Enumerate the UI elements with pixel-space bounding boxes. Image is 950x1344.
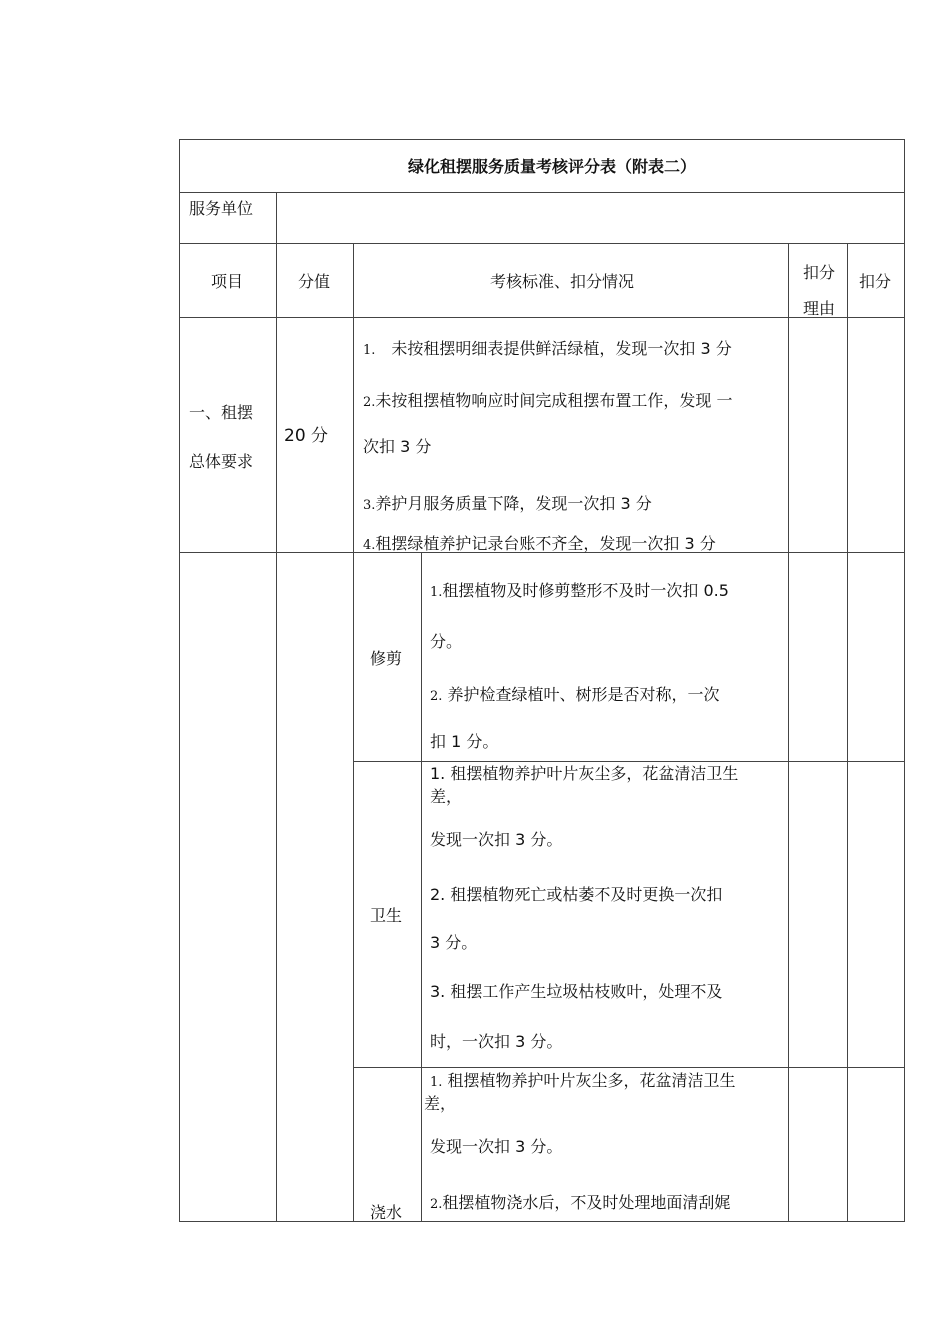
item-text: 养护月服务质量下降，发现一次扣 3 分 [375,494,652,513]
hygiene-line-4: 2. 租摆植物死亡或枯萎不及时更换一次扣 [430,885,723,904]
table-rule-vertical [421,552,422,1221]
table-rule-vertical [847,243,848,1221]
section1-label-line1: 一、租摆 [189,403,254,422]
table-border-right [904,139,905,1221]
watering-label: 浇水 [370,1203,403,1222]
item-number: 1. [430,585,443,600]
header-score: 分值 [298,272,331,291]
section1-score: 20 分 [284,426,329,446]
pruning-line-3 [430,685,720,705]
item-text: 租摆植物养护叶片灰尘多，花盆清洁卫生 [442,1071,736,1090]
item-number: 3. [363,498,376,513]
pruning-line-1 [430,581,729,601]
section1-label-line2: 总体要求 [189,452,254,471]
header-reason-line2: 理由 [803,299,836,318]
header-reason-line1: 扣分 [803,263,836,282]
section1-item-3 [363,494,652,514]
hygiene-line-6: 3. 租摆工作产生垃圾枯枝败叶，处理不及 [430,982,723,1001]
table-rule [179,192,905,193]
section1-item-4 [363,534,716,554]
item-number: 1. [363,343,376,358]
item-number: 1. [430,1075,443,1090]
table-border-bottom [179,1221,905,1222]
table-rule [179,243,905,244]
table-border-top [179,139,905,140]
watering-line-3: 发现一次扣 3 分。 [430,1137,563,1156]
item-text: 租摆绿植养护记录台账不齐全，发现一次扣 3 分 [375,534,716,553]
hygiene-line-3: 发现一次扣 3 分。 [430,830,563,849]
pruning-line-2: 分。 [430,632,463,651]
item-text: 租摆植物及时修剪整形不及时一次扣 0.5 [442,581,729,600]
pruning-label: 修剪 [370,649,403,668]
item-number: 4. [363,538,376,553]
header-deduction: 扣分 [859,272,892,291]
item-number: 2. [363,395,376,410]
item-number: 2. [430,1197,443,1212]
table-border-left [179,139,180,1221]
hygiene-line-1: 1. 租摆植物养护叶片灰尘多，花盆清洁卫生 [430,764,739,783]
table-rule [179,317,905,318]
hygiene-line-7: 时，一次扣 3 分。 [430,1032,563,1051]
hygiene-line-2: 差， [430,787,463,806]
watering-line-4 [430,1193,730,1213]
table-rule [353,761,905,762]
item-text: 未按租摆明细表提供鲜活绿植，发现一次扣 3 分 [391,339,732,358]
item-text: 养护检查绿植叶、树形是否对称，一次 [442,685,720,704]
table-rule-vertical [276,192,277,1221]
item-text: 租摆植物浇水后，不及时处理地面清刮娓 [442,1193,731,1212]
table-rule [353,1067,905,1068]
header-project: 项目 [211,272,244,291]
item-number: 2. [430,689,443,704]
table-rule-vertical [353,243,354,1221]
section1-item-2-cont: 次扣 3 分 [363,437,432,456]
table-rule-vertical [788,243,789,1221]
section1-item-2 [363,391,733,411]
watering-line-2: 差， [424,1094,457,1113]
service-unit-label: 服务单位 [189,199,254,218]
header-criteria: 考核标准、扣分情况 [490,272,635,291]
watering-line-1 [430,1071,736,1091]
hygiene-line-5: 3 分。 [430,933,478,952]
section1-item-1 [363,339,732,359]
item-text: 未按租摆植物响应时间完成租摆布置工作，发现 一 [375,391,733,410]
pruning-line-4: 扣 1 分。 [430,732,499,751]
hygiene-label: 卫生 [370,906,403,925]
table-title: 绿化租摆服务质量考核评分表（附表二） [408,157,697,176]
